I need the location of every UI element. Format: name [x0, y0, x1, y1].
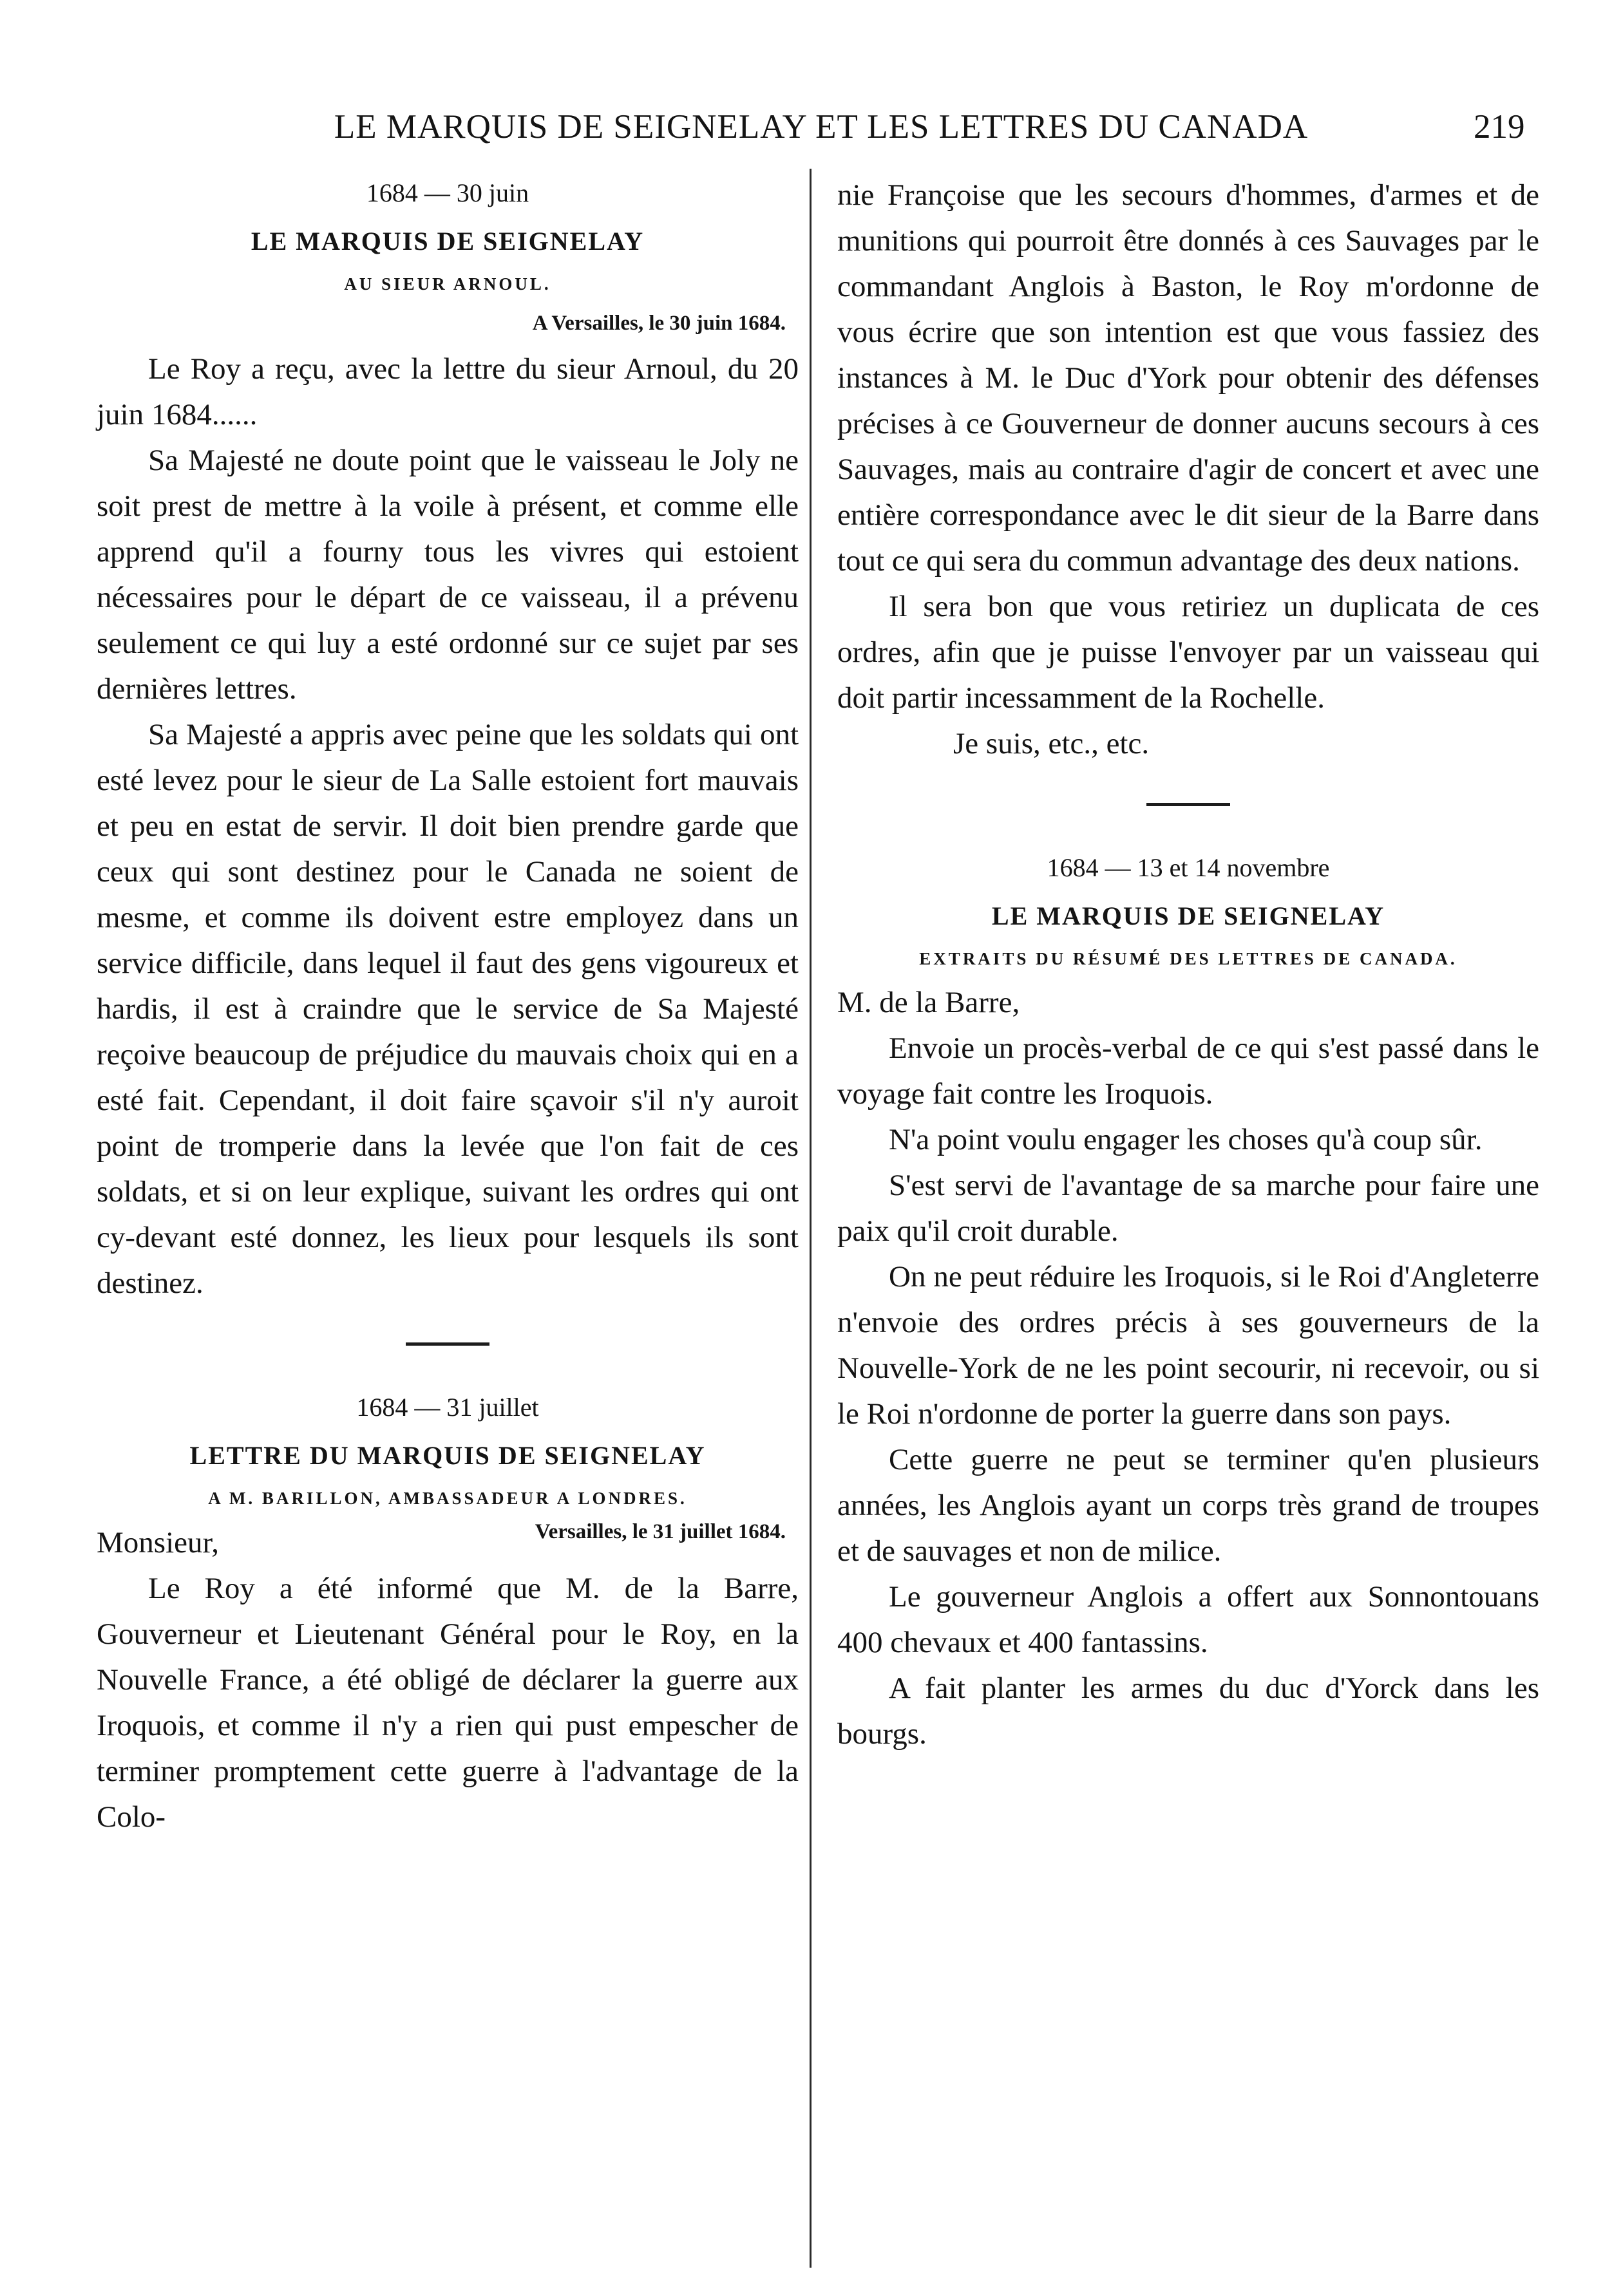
letter2-date: 1684 — 31 juillet: [356, 1393, 539, 1422]
letter2-paragraph: Le Roy a été informé que M. de la Barre, Gouverneur et Lieutenant Général pour le Roy, en la Nouvelle France, a été obligé de déclarer la guerre aux Iroquois, et comme il n'y a rien qui pust empescher de terminer promptement cette guerre à l'advantage de la Colo-: [97, 1572, 799, 1834]
column-divider: [810, 169, 812, 2268]
letter1-paragraph: Le Roy a reçu, avec la lettre du sieur Arnoul, du 20 juin 1684......: [97, 352, 799, 431]
letter3-paragraph: N'a point voulu engager les choses qu'à coup sûr.: [889, 1123, 1483, 1156]
section-separator: [406, 1342, 489, 1346]
page-number: 219: [1474, 108, 1525, 146]
letter2-salutation: Monsieur,: [97, 1526, 220, 1559]
letter2-salutation-row: [97, 1520, 799, 1566]
letter3-paragraph: Cette guerre ne peut se terminer qu'en plusieurs années, les Anglois ayant un corps très grand de troupes et de sauvages et non de milice.: [837, 1443, 1539, 1568]
letter2-recipient: A M. BARILLON, AMBASSADEUR A LONDRES.: [208, 1489, 687, 1508]
letter3-paragraph: On ne peut réduire les Iroquois, si le Roi d'Angleterre n'envoie des ordres précis à ses gouverneurs de la Nouvelle-York de ne les point secourir, ni recevoir, ou si le Roi n'ordonne de porter la guerre dans son pays.: [837, 1260, 1539, 1431]
letter1-paragraph: Sa Majesté a appris avec peine que les soldats qui ont esté levez pour le sieur de La Salle estoient fort mauvais et peu en estat de servir. Il doit bien prendre garde que ceux qui sont destinez pour le Canada ne soient de mesme, et comme ils doivent estre employez dans un service difficile, dans lequel il faut des gens vigoureux et hardis, il est à craindre que le service de Sa Majesté reçoive beaucoup de préjudice du mauvais choix qui en a esté fait. Cependant, il doit faire sçavoir s'il n'y auroit point de tromperie dans la levée que l'on fait de ces soldats, et si on leur explique, suivant les ordres qui ont cy-devant esté donnez, les lieux pour lesquels ils sont destinez.: [97, 718, 799, 1300]
letter3-paragraph: S'est servi de l'avantage de sa marche pour faire une paix qu'il croit durable.: [837, 1169, 1539, 1248]
letter3-date: 1684 — 13 et 14 novembre: [1047, 853, 1330, 882]
letter1-dateline: A Versailles, le 30 juin 1684.: [532, 312, 786, 335]
letter3-paragraph: A fait planter les armes du duc d'Yorck dans les bourgs.: [837, 1671, 1539, 1751]
left-column: [97, 173, 799, 1840]
letter3-paragraph: Envoie un procès-verbal de ce qui s'est passé dans le voyage fait contre les Iroquois.: [837, 1031, 1539, 1111]
letter3-subtitle: EXTRAITS DU RÉSUMÉ DES LETTRES DE CANADA.: [919, 949, 1457, 968]
letter3-paragraph: Le gouverneur Anglois a offert aux Sonnontouans 400 chevaux et 400 fantassins.: [837, 1580, 1539, 1659]
letter1-recipient: AU SIEUR ARNOUL.: [344, 274, 551, 294]
letter1-title: LE MARQUIS DE SEIGNELAY: [251, 227, 645, 256]
letter1-date: 1684 — 30 juin: [366, 178, 529, 207]
section-separator: [1146, 803, 1230, 806]
letter2-title: LETTRE DU MARQUIS DE SEIGNELAY: [189, 1441, 706, 1470]
letter3-title: LE MARQUIS DE SEIGNELAY: [991, 901, 1385, 930]
running-head: LE MARQUIS DE SEIGNELAY ET LES LETTRES DU CANADA: [334, 108, 1309, 146]
letter2-continued-paragraph: Il sera bon que vous retiriez un duplicata de ces ordres, afin que je puisse l'envoyer par un vaisseau qui doit partir incessamment de la Rochelle.: [837, 590, 1539, 715]
letter3-salutation: M. de la Barre,: [837, 986, 1020, 1019]
letter2-continued-paragraph: nie Françoise que les secours d'hommes, d'armes et de munitions qui pourroit être donnés à ces Sauvages par le commandant Anglois à Baston, le Roy m'ordonne de vous écrire que son intention est que vous fassiez des instances à M. le Duc d'York pour obtenir des défenses précises à ce Gouverneur de donner aucuns secours à ces Sauvages, mais au contraire d'agir de concert et avec une entière correspondance avec le dit sieur de la Barre dans tout ce qui sera du commun advantage des deux nations.: [837, 178, 1539, 578]
right-column: [837, 173, 1539, 1757]
letter2-closing: Je suis, etc., etc.: [953, 727, 1150, 760]
letter2-dateline: Versailles, le 31 juillet 1684.: [535, 1520, 786, 1543]
letter1-paragraph: Sa Majesté ne doute point que le vaisseau le Joly ne soit prest de mettre à la voile à présent, et comme elle apprend qu'il a fourny tous les vivres qui estoient nécessaires pour le départ de ce vaisseau, il a prévenu seulement ce qui luy a esté ordonné sur ce sujet par ses dernières lettres.: [97, 444, 799, 706]
